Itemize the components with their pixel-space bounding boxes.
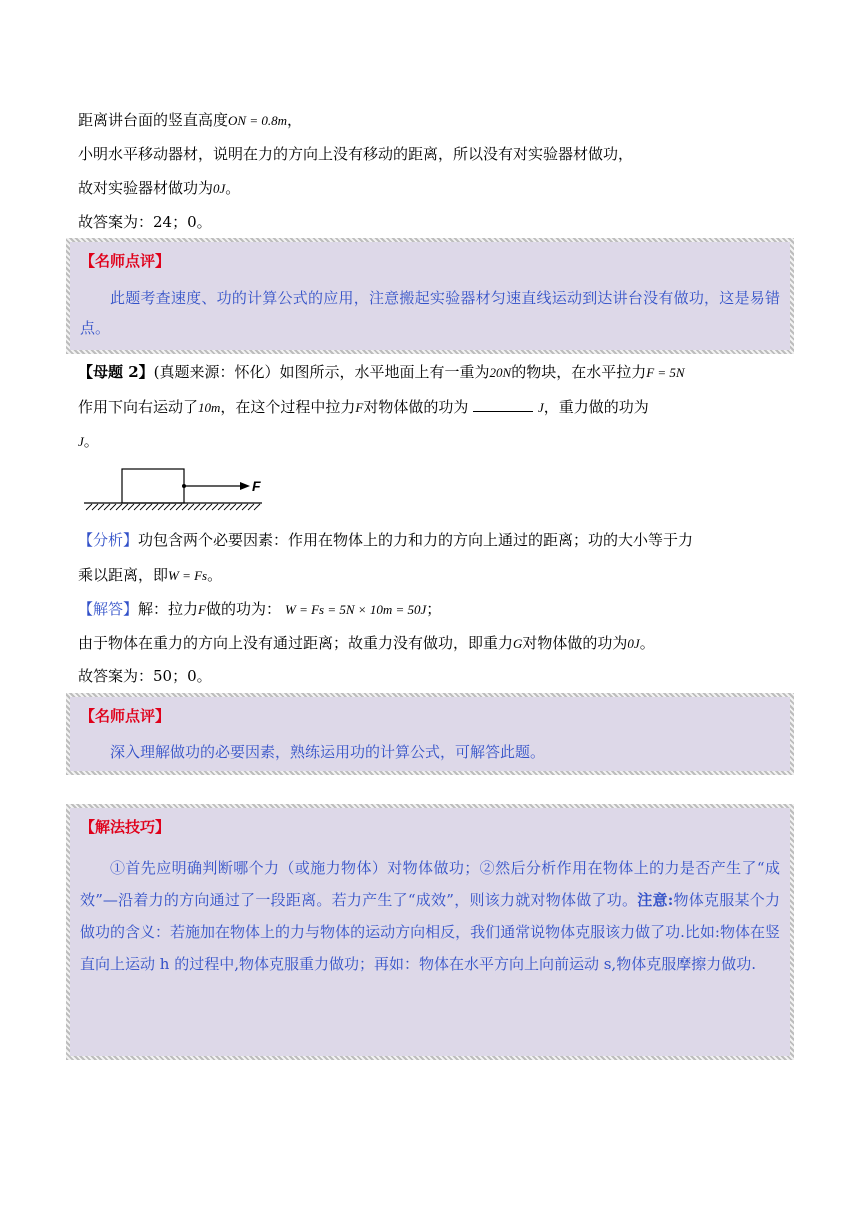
problem-2-line-3: J。 xyxy=(78,432,99,450)
solution-line-1: 【解答】解：拉力F做的功为： W = Fs = 5N × 10m = 50J； xyxy=(78,600,442,618)
solution-label: 【解答】 xyxy=(78,600,139,618)
answer-line-2: 故答案为：50；0。 xyxy=(78,667,212,685)
solution-line-height: 距离讲台面的竖直高度ON = 0.8m， xyxy=(78,111,303,129)
answer-line-1: 故答案为：24；0。 xyxy=(78,213,212,231)
teacher-comment-text: 深入理解做功的必要因素，熟练运用功的计算公式，可解答此题。 xyxy=(110,743,546,761)
analysis-label: 【分析】 xyxy=(78,531,139,549)
ground-hatch xyxy=(86,504,260,510)
solution-line-2: 由于物体在重力的方向上没有通过距离；故重力没有做功，即重力G对物体做的功为0J。 xyxy=(78,634,655,652)
teacher-comment-box-2 xyxy=(66,693,794,775)
teacher-comment-title: 【名师点评】 xyxy=(80,252,171,270)
block-force-figure xyxy=(80,460,280,516)
teacher-comment-title: 【名师点评】 xyxy=(80,707,171,725)
analysis-line-2: 乘以距离，即W = Fs。 xyxy=(78,566,223,584)
answer-blank[interactable] xyxy=(473,397,533,412)
teacher-comment-box-1 xyxy=(66,238,794,354)
solving-tips-text: ①首先应明确判断哪个力（或施力物体）对物体做功；②然后分析作用在物体上的力是否产生了“成效”—沿着力的方向通过了一段距离。若力产生了“成效”，则该力就对物体做了功。注意:物体克服某个力做功的含义：若施加在物体上的力与物体的运动方向相反，我们通常说物体克服该力做了功.比如:物体在竖直向上运动 h 的过程中,物体克服重力做功；再如：物体在水平方向上向前运动 s,物体克服摩擦力做功. xyxy=(80,859,780,973)
solving-tips-box xyxy=(66,804,794,1060)
analysis-line-1: 【分析】功包含两个必要因素：作用在物体上的力和力的方向上通过的距离；功的大小等于力 xyxy=(78,531,694,549)
solution-line-move: 小明水平移动器材，说明在力的方向上没有移动的距离，所以没有对实验器材做功， xyxy=(78,145,634,163)
block xyxy=(122,469,184,503)
force-arrow-head xyxy=(240,482,250,490)
note-label: 注意: xyxy=(637,891,674,909)
problem-2-line-2: 作用下向右运动了10m，在这个过程中拉力F对物体做的功为 J，重力做的功为 xyxy=(78,398,649,416)
problem-2-line-1: 【母题 2】(真题来源：怀化）如图所示，水平地面上有一重为20N的物块，在水平拉力F = 5N xyxy=(78,363,685,381)
problem-2-label: 【母题 2】 xyxy=(78,363,154,381)
math-on: ON = 0.8m xyxy=(228,113,287,128)
teacher-comment-text: 此题考查速度、功的计算公式的应用，注意搬起实验器材匀速直线运动到达讲台没有做功，这是易错点。 xyxy=(80,289,780,337)
math-0j: 0J xyxy=(213,181,226,196)
force-label: F xyxy=(252,478,261,494)
solving-tips-title: 【解法技巧】 xyxy=(80,818,171,836)
solution-line-work: 故对实验器材做功为0J。 xyxy=(78,179,241,197)
